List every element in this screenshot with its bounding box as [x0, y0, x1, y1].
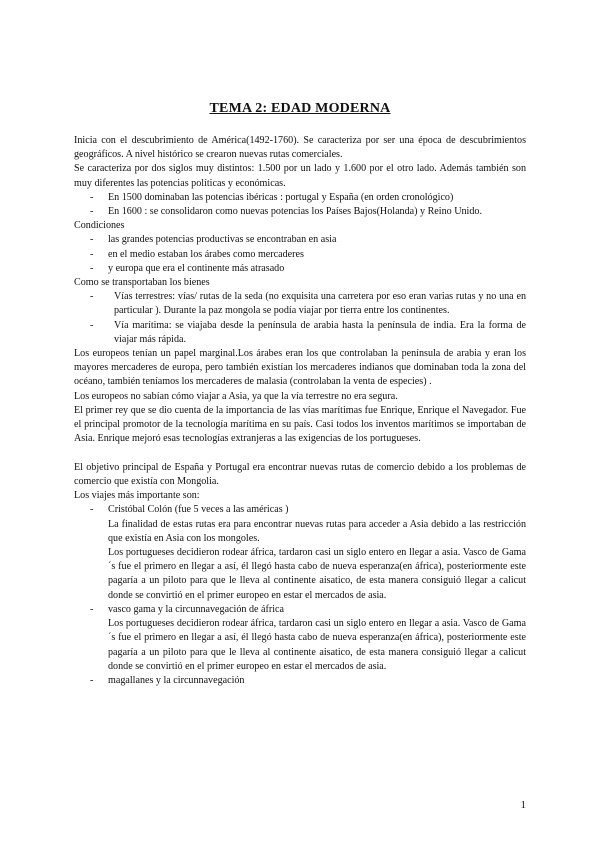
list-item: - en el medio estaban los árabes como mercaderes [74, 248, 526, 262]
list-item: - En 1500 dominaban las potencias ibéricas : portugal y España (en orden cronológico) [74, 191, 526, 205]
voyage-paragraph: La finalidad de estas rutas era para encontrar nuevas rutas para acceder a Asia debido a las restricción que existía en Asia con los mongoles. [108, 518, 526, 544]
list-item: - las grandes potencias productivas se encontraban en asia [74, 233, 526, 247]
paragraph-objective: El objetivo principal de España y Portugal era encontrar nuevas rutas de comercio debido a los problemas de comercio que existía con Mongolia. [74, 461, 526, 488]
paragraph-europeans: Los europeos tenían un papel marginal.Los árabes eran los que controlaban la península de arabia y eran los mayores mercaderes de europa, pero también existían los mercaderes indianos que dominaban toda la zona del océano, también teníamos los mercaderes de malasia (controlaban la venta de especies) . [74, 348, 526, 388]
paragraph-enrique: El primer rey que se dio cuenta de la importancia de las vías marítimas fue Enrique, Enrique el Navegador. Fue el principal promotor de la tecnología marítima en su país. Casi todos los inventos marítimos se importaban de Asia. Enrique mejoró esas tecnologías extranjeras a las exigencias de los portugueses. [74, 404, 526, 445]
list-item: - y europa que era el continente más atrasado [74, 262, 526, 276]
list-item: - Vías terrestres: vías/ rutas de la seda (no exquisita una carretera por eso eran varias rutas y no una en particular ). Durante la paz mongola se podía viajar por tierra entre los continentes. [74, 290, 526, 318]
voyage-paragraph: Los portugueses decidieron rodear áfrica, tardaron casi un siglo entero en llegar a asia. Vasco de Gama´s fue el primero en llegar a así, él llegó hasta cabo de nueva esperanza(en áfrica), posteriormente este pagaría a un piloto para que le lleva al continente aisatico, de esta manera consiguió llegar a calicut donde se convirtió en el primer europeo en estar el mercados de asia. [108, 547, 526, 601]
document-body [74, 134, 526, 688]
transport-heading: Como se transportaban los bienes [74, 277, 210, 289]
transport-list [74, 290, 526, 347]
voyage-paragraph: Los portugueses decidieron rodear áfrica, tardaron casi un siglo entero en llegar a asia. Vasco de Gama´s fue el primero en llegar a así, él llegó hasta cabo de nueva esperanza(en áfrica), posteriormente este pagaría a un piloto para que le lleva al continente aisatico, de esta manera consiguió llegar a calicut donde se convirtió en el primer europeo en estar el mercados de asia. [108, 618, 526, 672]
voyages-list-3 [74, 674, 526, 688]
page-number: 1 [520, 799, 526, 811]
paragraph-asia-travel: Los europeos no sabían cómo viajar a Asia, ya que la vía terrestre no era segura. [74, 390, 398, 402]
powers-list [74, 191, 526, 219]
paragraph-centuries: Se caracteriza por dos siglos muy distintos: 1.500 por un lado y 1.600 por el otro lado. Además también son muy diferentes las potencias políticas y económicas. [74, 163, 526, 189]
voyage-item-gama [74, 603, 526, 617]
list-item: - En 1600 : se consolidaron como nuevas potencias los Países Bajos(Holanda) y Reino Unido. [74, 205, 526, 219]
conditions-heading: Condiciones [74, 220, 125, 232]
voyage-heading: vasco gama y la circunnavegación de áfrica [108, 603, 284, 615]
list-item: - Vía marítima: se viajaba desde la península de arabia hasta la península de india. Era la forma de viajar más rápida. [74, 319, 526, 347]
voyage-item-magallanes [74, 674, 526, 688]
conditions-list [74, 233, 526, 276]
voyages-list-2 [74, 603, 526, 617]
voyages-heading: Los viajes más importante son: [74, 490, 200, 502]
voyage-heading: magallanes y la circunnavegación [108, 674, 245, 686]
voyage-heading: Cristóbal Colón (fue 5 veces a las américas ) [108, 504, 289, 516]
voyage-item-colon [74, 503, 526, 517]
paragraph-intro: Inicia con el descubrimiento de América(1492-1760). Se caracteriza por ser una época de descubrimientos geográficos. A nivel histórico se crearon nuevas rutas comerciales. [74, 135, 526, 161]
voyages-list [74, 503, 526, 517]
page-title: TEMA 2: EDAD MODERNA [209, 101, 391, 116]
